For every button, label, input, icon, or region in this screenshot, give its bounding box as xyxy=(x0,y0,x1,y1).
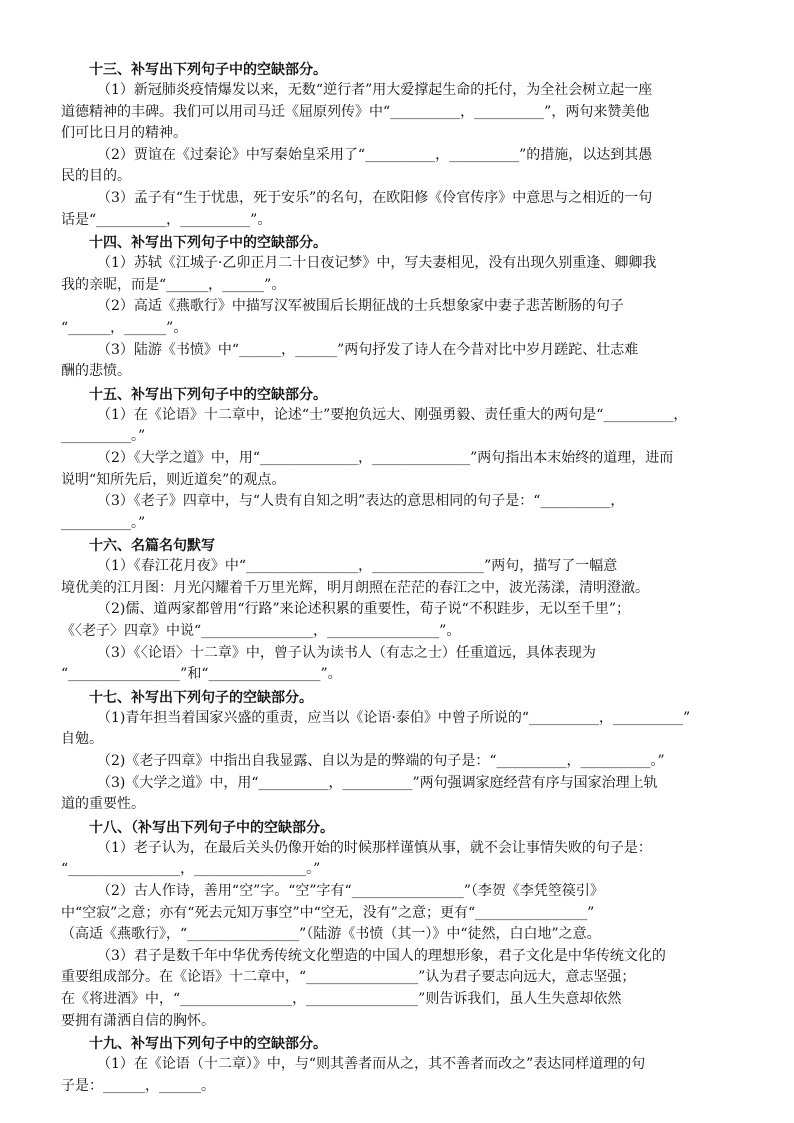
question-item xyxy=(61,296,737,339)
question-line: 道德精神的丰碑。我们可以用司马迁《屈原列传》中“__________，__________”，两句来赞美他 xyxy=(61,103,650,120)
question-item xyxy=(61,448,737,491)
question-item xyxy=(61,556,737,599)
question-line: 说明“知所先后，则近道矣”的观点。 xyxy=(61,471,286,488)
question-item xyxy=(61,145,737,188)
question-item xyxy=(61,491,737,534)
question-line: （2）古人作诗，善用“空”字。“空”字有“________________”（李贺《李凭箜篌引》 xyxy=(97,883,604,899)
question-line: “________________，________________。” xyxy=(61,861,321,878)
question-line: 话是“__________，__________”。 xyxy=(61,211,272,228)
question-item xyxy=(61,188,737,231)
question-line: 道的重要性。 xyxy=(61,796,145,813)
question-line: 《〈老子〉四章》中说“________________，________________”。 xyxy=(61,623,461,640)
question-line: “______，______”。 xyxy=(61,319,188,336)
question-line: 们可比日月的精神。 xyxy=(61,125,187,142)
question-item xyxy=(61,881,737,946)
question-line: （2）《大学之道》中，用“______________，______________”两句指出本末始终的道理，进而 xyxy=(97,449,674,466)
question-line: （3）《〈论语〉十二章》中，曾子认为读书人（有志之士）任重道远，具体表现为 xyxy=(97,644,596,661)
question-line: （3）《老子》四章中，与“人贵有自知之明”表达的意思相同的句子是：“__________， xyxy=(97,493,625,510)
question-item xyxy=(61,253,737,296)
question-line: （1)青年担当着国家兴盛的重责，应当以《论语·泰伯》中曾子所说的“__________，__________” xyxy=(97,709,691,726)
question-line: （1）《春江花月夜》中“________________，________________”两句，描写了一幅意 xyxy=(97,558,618,575)
section-heading: 十三、补写出下列句子中的空缺部分。 xyxy=(89,62,327,78)
question-item xyxy=(61,708,737,751)
question-item xyxy=(61,405,737,448)
question-line: 在《将进酒》中，“________________，________________”则告诉我们，虽人生失意却依然 xyxy=(61,990,622,1007)
question-item xyxy=(61,340,737,383)
question-item xyxy=(61,643,737,686)
question-item xyxy=(61,80,737,145)
question-line: （3)《大学之道》中，用“__________，__________”两句强调家庭经营有序与国家治理上轨 xyxy=(97,774,658,791)
question-line: （1）老子认为，在最后关头仍像开始的时候那样谨慎从事，就不会让事情失败的句子是： xyxy=(97,839,652,856)
section-heading: 十四、补写出下列句子中的空缺部分。 xyxy=(89,235,327,252)
question-line: （3）陆游《书愤》中“______，______”两句抒发了诗人在今昔对比中岁月蹉跎、壮志难 xyxy=(97,341,639,358)
section-heading: 十八、（补写出下列句子中的空缺部分。 xyxy=(89,819,334,836)
question-line: 中“空寂”之意；亦有“死去元知万事空”中“空无，没有”之意；更有“________________” xyxy=(61,904,595,921)
question-line: “________________”和“________________”。 xyxy=(61,666,342,683)
question-line: 自勉。 xyxy=(61,731,103,748)
question-line: __________。” xyxy=(61,428,146,445)
question-line: （2）高适《燕歌行》中描写汉军被围后长期征战的士兵想象家中妻子悲苦断肠的句子 xyxy=(97,298,624,315)
question-line: （2）贾谊在《过秦论》中写秦始皇采用了“__________，__________”的措施，以达到其愚 xyxy=(97,146,653,163)
question-item xyxy=(61,773,737,816)
section-heading: 十六、名篇名句默写 xyxy=(89,538,215,555)
question-line: （1）在《论语（十二章）》中，与“则其善者而从之，其不善者而改之”表达同样道理的句 xyxy=(97,1056,646,1073)
section-heading: 十九、补写出下列句子中的空缺部分。 xyxy=(89,1036,327,1053)
question-line: （2)《老子四章》中指出自我显露、自以为是的弊端的句子是：“__________，__________。” xyxy=(97,753,665,770)
question-line: __________。” xyxy=(61,514,146,531)
question-line: （3）君子是数千年中华优秀传统文化塑造的中国人的理想形象，君子文化是中华传统文化的 xyxy=(97,947,666,964)
question-line: 子是：______，______。 xyxy=(61,1077,215,1094)
section-heading: 十五、补写出下列句子中的空缺部分。 xyxy=(89,386,327,403)
question-line: （2)儒、道两家都曾用“行路”来论述积累的重要性，荀子说“不积跬步，无以至千里”； xyxy=(97,601,630,618)
question-line: 我的亲昵，而是“______，______”。 xyxy=(61,276,286,293)
question-line: （1）在《论语》十二章中，论述“士”要抱负远大、刚强勇毅、责任重大的两句是“__________， xyxy=(97,406,688,423)
question-line: （1）苏轼《江城子·乙卯正月二十日夜记梦》中，写夫妻相见，没有出现久别重逢、卿卿我 xyxy=(97,255,657,272)
question-line: 重要组成部分。在《论语》十二章中，“________________”认为君子要志向远大，意志坚强； xyxy=(61,969,636,986)
question-item xyxy=(61,751,737,773)
question-item xyxy=(61,599,737,642)
question-line: 酬的悲愤。 xyxy=(61,363,131,380)
question-line: （3）孟子有“生于忧患，死于安乐”的名句，在欧阳修《伶官传序》中意思与之相近的一句 xyxy=(97,189,653,206)
question-line: 民的目的。 xyxy=(61,168,131,185)
question-item xyxy=(61,1054,737,1097)
question-line: 境优美的江月图：月光闪耀着千万里光辉，明月朗照在茫茫的春江之中，波光荡漾，清明澄澈。 xyxy=(61,579,649,596)
worksheet-page xyxy=(61,58,737,1097)
section-heading: 十七、补写出下列句子的空缺部分。 xyxy=(89,689,313,706)
question-item xyxy=(61,838,737,881)
question-line: （高适《燕歌行》，“________________”（陆游《书愤（其一）》中“徒然，白白地”之意。 xyxy=(61,926,601,943)
question-item xyxy=(61,946,737,1032)
question-line: 要拥有潇洒自信的胸怀。 xyxy=(61,1012,215,1029)
question-line: （1）新冠肺炎疫情爆发以来，无数“逆行者”用大爱撑起生命的托付，为全社会树立起一座 xyxy=(97,82,653,98)
